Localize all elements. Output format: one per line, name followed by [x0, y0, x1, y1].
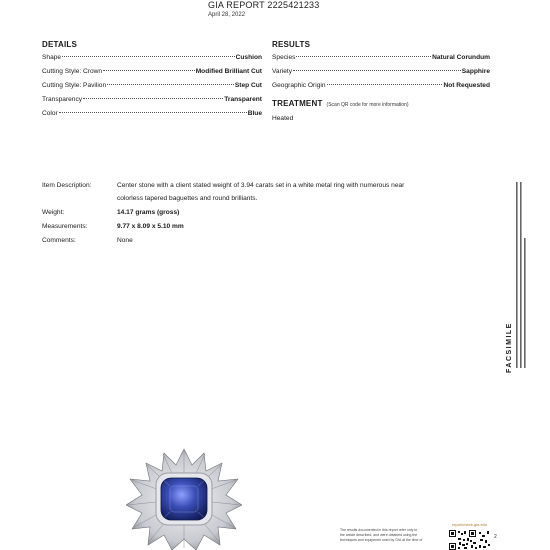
detail-label: Color — [42, 110, 58, 117]
detail-value: Transparent — [224, 96, 262, 103]
weight-label: Weight: — [42, 209, 65, 216]
detail-row-crown — [42, 68, 262, 75]
dot-leader — [59, 112, 247, 113]
comments-label: Comments: — [42, 237, 76, 244]
facsimile-title: FACSIMILE — [506, 322, 513, 373]
treatment-value: Heated — [272, 115, 294, 122]
comments-value: None — [117, 237, 133, 244]
results-title: RESULTS — [272, 40, 311, 49]
detail-value: Cushion — [235, 54, 262, 61]
detail-row-color — [42, 110, 262, 117]
detail-row-pavilion — [42, 82, 262, 89]
report-date: April 28, 2022 — [208, 12, 246, 18]
dot-leader — [327, 84, 443, 85]
result-value: Sapphire — [461, 68, 490, 75]
facsimile-notice — [500, 178, 530, 373]
detail-label: Cutting Style: Crown — [42, 68, 103, 75]
result-row-species — [272, 54, 490, 61]
report-number: GIA REPORT 2225421233 — [208, 0, 320, 10]
detail-row-transparency — [42, 96, 262, 103]
result-value: Not Requested — [443, 82, 490, 89]
detail-label: Cutting Style: Pavilion — [42, 82, 107, 89]
detail-value: Modified Brilliant Cut — [195, 68, 262, 75]
dot-leader — [107, 84, 234, 85]
result-row-variety — [272, 68, 490, 75]
result-label: Species — [272, 54, 296, 61]
dot-leader — [296, 56, 431, 57]
result-label: Geographic Origin — [272, 82, 326, 89]
detail-label: Shape — [42, 54, 62, 61]
treatment-heading — [272, 99, 409, 108]
page-number: 2 — [494, 534, 497, 540]
detail-row-shape — [42, 54, 262, 61]
qr-code[interactable] — [449, 530, 491, 550]
result-label: Variety — [272, 68, 293, 75]
item-description-line: Center stone with a client stated weight of 3.94 carats set in a white metal ring with numerous near — [117, 182, 405, 189]
detail-value: Step Cut — [234, 82, 262, 89]
detail-value: Blue — [247, 110, 262, 117]
dot-leader — [293, 70, 461, 71]
item-description-value — [117, 180, 487, 205]
item-description-label: Item Description: — [42, 182, 92, 189]
result-value: Natural Corundum — [432, 54, 490, 61]
item-description-line: colorless tapered baguettes and round brilliants. — [117, 194, 258, 202]
footer-disclaimer — [340, 528, 440, 543]
dot-leader — [62, 56, 235, 57]
measurements-label: Measurements: — [42, 223, 88, 230]
facsimile-fine-print — [500, 178, 530, 373]
result-row-origin — [272, 82, 490, 89]
treatment-title: TREATMENT — [272, 99, 323, 108]
ring-photo — [126, 447, 242, 550]
footer-disclaimer-line: The results documented in this report refer only to — [340, 528, 418, 532]
weight-value: 14.17 grams (gross) — [117, 209, 180, 216]
treatment-note: (Scan QR code for more information) — [326, 102, 409, 108]
dot-leader — [103, 70, 195, 71]
report-check-url[interactable]: reportcheck.gia.edu — [452, 522, 488, 527]
footer-disclaimer-line: techniques and equipment used by GIA at the time of — [340, 538, 423, 542]
dot-leader — [83, 98, 223, 99]
detail-label: Transparency — [42, 96, 83, 103]
measurements-value: 9.77 x 8.09 x 5.10 mm — [117, 223, 184, 230]
footer-disclaimer-line: the article described, and were obtained using the — [340, 533, 418, 537]
details-title: DETAILS — [42, 40, 78, 49]
